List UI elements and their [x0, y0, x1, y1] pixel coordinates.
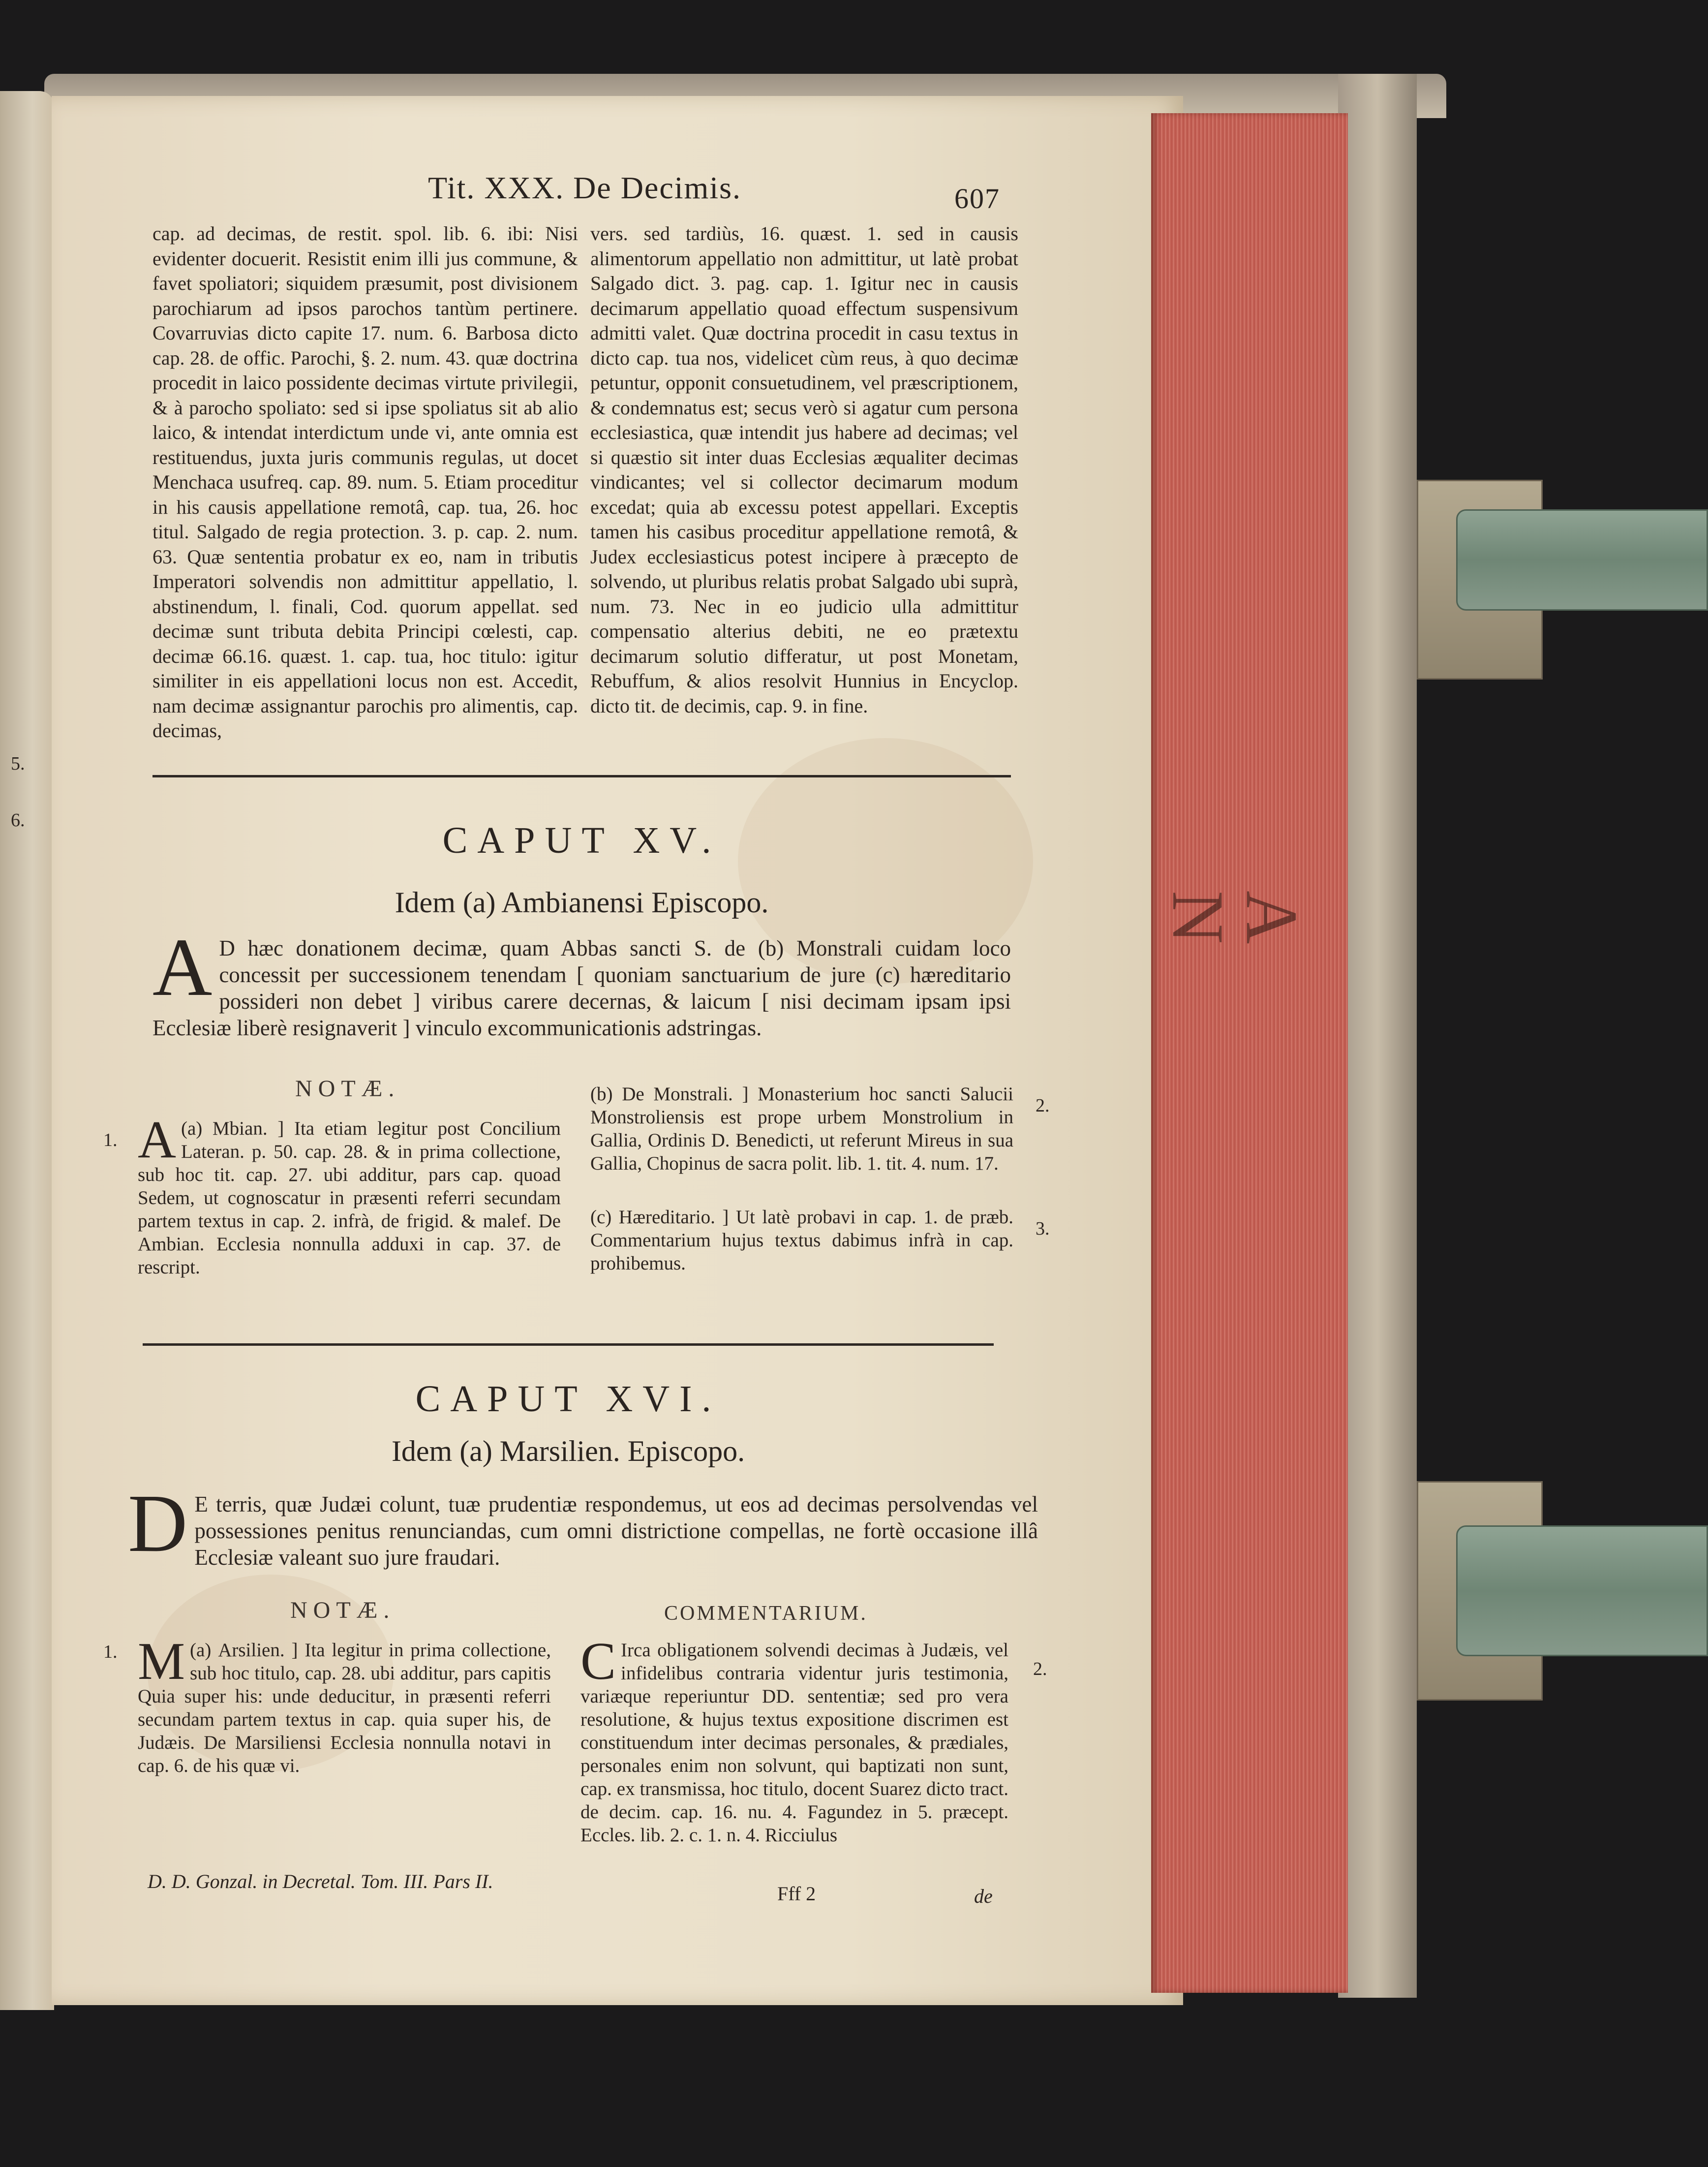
top-right-column: vers. sed tardiùs, 16. quæst. 1. sed in causis alimentorum appellatio non admittitur, ut latè probat Salgado dict. 3. pag. cap. 1. Igitur nec in causis decimarum appellatio quoad effectum suspensivum admitti valet. Quæ doctrina procedit in casu textus in dicto cap. tua nos, videlicet cùm reus, à quo decimæ petuntur, opponit consuetudinem, vel præscriptionem, & condemnatus est; secus verò si agatur cum persona ecclesiastica, quæ intendit jus habere ad decimas; vel si quæstio sit inter duas Ecclesias æqualiter decimas vindicantes; vel si collector decimarum modum excedat; quia ab excessu potest appellari. Exceptis tamen his casibus proceditur appellatione remotâ, & Judex ecclesiasticus potest incipere à præcepto de solvendo, ut pluribus relatis probat Salgado ubi suprà, num. 73. Nec in eo judicio ulla admittitur compensatio alterius debiti, ne eo prætextu decimarum solutio differatur, ut post Monetam, Rebuffum, & alios resolvit Hunnius in Encyclop. dicto tit. de decimis, cap. 9. in fine. [590, 222, 1018, 717]
edge-stamp: A N [1157, 891, 1312, 949]
top-left-column: cap. ad decimas, de restit. spol. lib. 6. ibi: Nisi evidenter docuerit. Resistit enim illi jus commune, & favet spoliatori; siquidem præsumit, post divisionem parochiarum ad ipsos parochos tantùm pertinere. Covarruvias dicto capite 17. num. 6. Barbosa dicto cap. 28. de offic. Parochi, §. 2. num. 43. quæ doctrina procedit in laico possidente decimas virtute privilegii, & à parocho spoliato: sed si ipse spoliatus sit ab alio laico, & intendat interdictum unde vi, ante omnia est restituendus, juxta juris communis regulas, ut docet Menchaca usufreq. cap. 89. num. 5. Etiam proceditur in his causis appellatione remotâ, cap. tua, 26. hoc titul. Salgado de regia protection. 3. p. cap. 2. num. 63. Quæ sententia probatur ex eo, nam in tributis Imperatori solvendis non admittitur appellatio, l. abstinendum, l. finali, Cod. quorum appellat. sed decimæ sunt tributa debita Principi cœlesti, cap. decimæ 66.16. quæst. 1. cap. tua, hoc titulo: igitur similiter in eis appellationi locus non est. Accedit, nam decimæ assignantur parochis pro alimentis, cap. decimas, [152, 222, 578, 742]
commentarium-heading: COMMENTARIUM. [664, 1602, 868, 1625]
margin-number: 2. [1033, 1659, 1047, 1679]
note-dropcap: A [138, 1111, 176, 1169]
dropcap: A [152, 922, 213, 1013]
commentarium-text [580, 1632, 1008, 1870]
margin-number: 2. [1036, 1095, 1050, 1116]
section-rule [143, 1343, 994, 1346]
caput-xvi-body: E terris, quæ Judæi colunt, tuæ prudentiæ respondemus, ut eos ad decimas persolvendas vel possessiones penitus renunciandas, cum omni districtione compellas, ne fortè occasione illâ Ecclesiæ valeant suo jure fraudari. [194, 1492, 1038, 1570]
note-dropcap: C [580, 1632, 616, 1691]
caput-xv-text [152, 922, 1011, 1068]
page-number: 607 [954, 183, 1000, 215]
book-cover-edge [1338, 74, 1417, 1998]
note-dropcap: M [138, 1632, 185, 1691]
facing-left-page [0, 91, 54, 2010]
margin-number: 3. [1036, 1218, 1050, 1239]
notae-heading: NOTÆ. [290, 1597, 396, 1623]
clasp-lower-strap [1456, 1525, 1708, 1656]
note-a-ambian [138, 1111, 561, 1289]
commentarium-body: Irca obligationem solvendi decimas à Judæis, vel infidelibus contraria videntur juris testimonia, variæque reperiuntur DD. sententiæ; sed pro vera resolutione, & hujus textus expositione discrimen est constituendum inter decimas personales, & prædiales, personales enim non solvunt, qui baptizati non sunt, cap. ex transmissa, hoc titulo, docent Suarez dicto tract. de decim. cap. 16. nu. 4. Fagundez in 5. præcept. Eccles. lib. 2. c. 1. n. 4. Ricciulus [580, 1640, 1008, 1846]
margin-number: 1. [103, 1130, 118, 1150]
note-text: Arsilien. ] Ita legitur in prima collectione, sub hoc titulo, cap. 28. ubi additur, pars capitis Quia super his: unde deducitur, in præsenti referri secundam partem textus in cap. quia super his, de Judæis. De Marsiliensi Ecclesia nonnulla notavi in cap. 6. de his quæ vi. [138, 1640, 551, 1776]
clasp-upper-strap [1456, 509, 1708, 611]
catchword: de [974, 1885, 993, 1907]
signature-mark: Fff 2 [777, 1883, 816, 1905]
dropcap: D [128, 1478, 188, 1569]
caput-xvi-heading: CAPUT XVI. [415, 1378, 721, 1420]
footer-imprint: D. D. Gonzal. in Decretal. Tom. III. Pars II. [148, 1870, 493, 1892]
note-text: Mbian. ] Ita etiam legitur post Concilium Lateran. p. 50. cap. 28. & in prima collectione, sub hoc tit. cap. 27. ubi additur, pars cap. quoad Sedem, ut cognoscatur in præsenti referri secundam partem textus in cap. 2. infrà, de frigid. & malef. De Ambian. Ecclesia nonnulla adduxi in cap. 37. de rescript. [138, 1118, 561, 1278]
note-prefix: (a) [190, 1640, 212, 1661]
caput-xvi-subtitle: Idem (a) Marsilien. Episcopo. [391, 1435, 745, 1467]
left-page-margin-number: 6. [11, 810, 25, 831]
left-page-margin-number: 5. [11, 753, 25, 774]
red-page-edges [1151, 113, 1348, 1993]
caput-xv-body: D hæc donationem decimæ, quam Abbas sancti S. de (b) Monstrali cuidam loco concessit per successionem tenendam [ quoniam sanctuarium de jure (c) hæreditario possideri non debet ] viribus carere decernas, & laicum [ nisi decimam ipsam ipsi Ecclesiæ liberè resignaverit ] vinculo excommunicationis adstringas. [152, 936, 1011, 1040]
note-prefix: (a) [181, 1118, 203, 1139]
margin-number: 1. [103, 1641, 118, 1662]
notae-heading: NOTÆ. [295, 1076, 400, 1102]
note-b-monstrali: (b) De Monstrali. ] Monasterium hoc sancti Salucii Monstroliensis est prope urbem Monstrolium in Gallia, Ordinis D. Benedicti, ut referunt Mireus in sua Gallia, Chopinus de sacra polit. lib. 1. tit. 4. num. 17. [590, 1084, 1013, 1174]
note-c-haereditario: (c) Hæreditario. ] Ut latè probavi in cap. 1. de præb. Commentarium hujus textus dabimus infrà in cap. prohibemus. [590, 1207, 1013, 1274]
section-rule [152, 775, 1011, 777]
running-title: Tit. XXX. De Decimis. [428, 170, 741, 205]
caput-xvi-text [128, 1478, 1038, 1589]
caput-xv-heading: CAPUT XV. [442, 820, 721, 861]
note-a-marsilien [138, 1632, 551, 1801]
caput-xv-subtitle: Idem (a) Ambianensi Episcopo. [395, 886, 769, 919]
